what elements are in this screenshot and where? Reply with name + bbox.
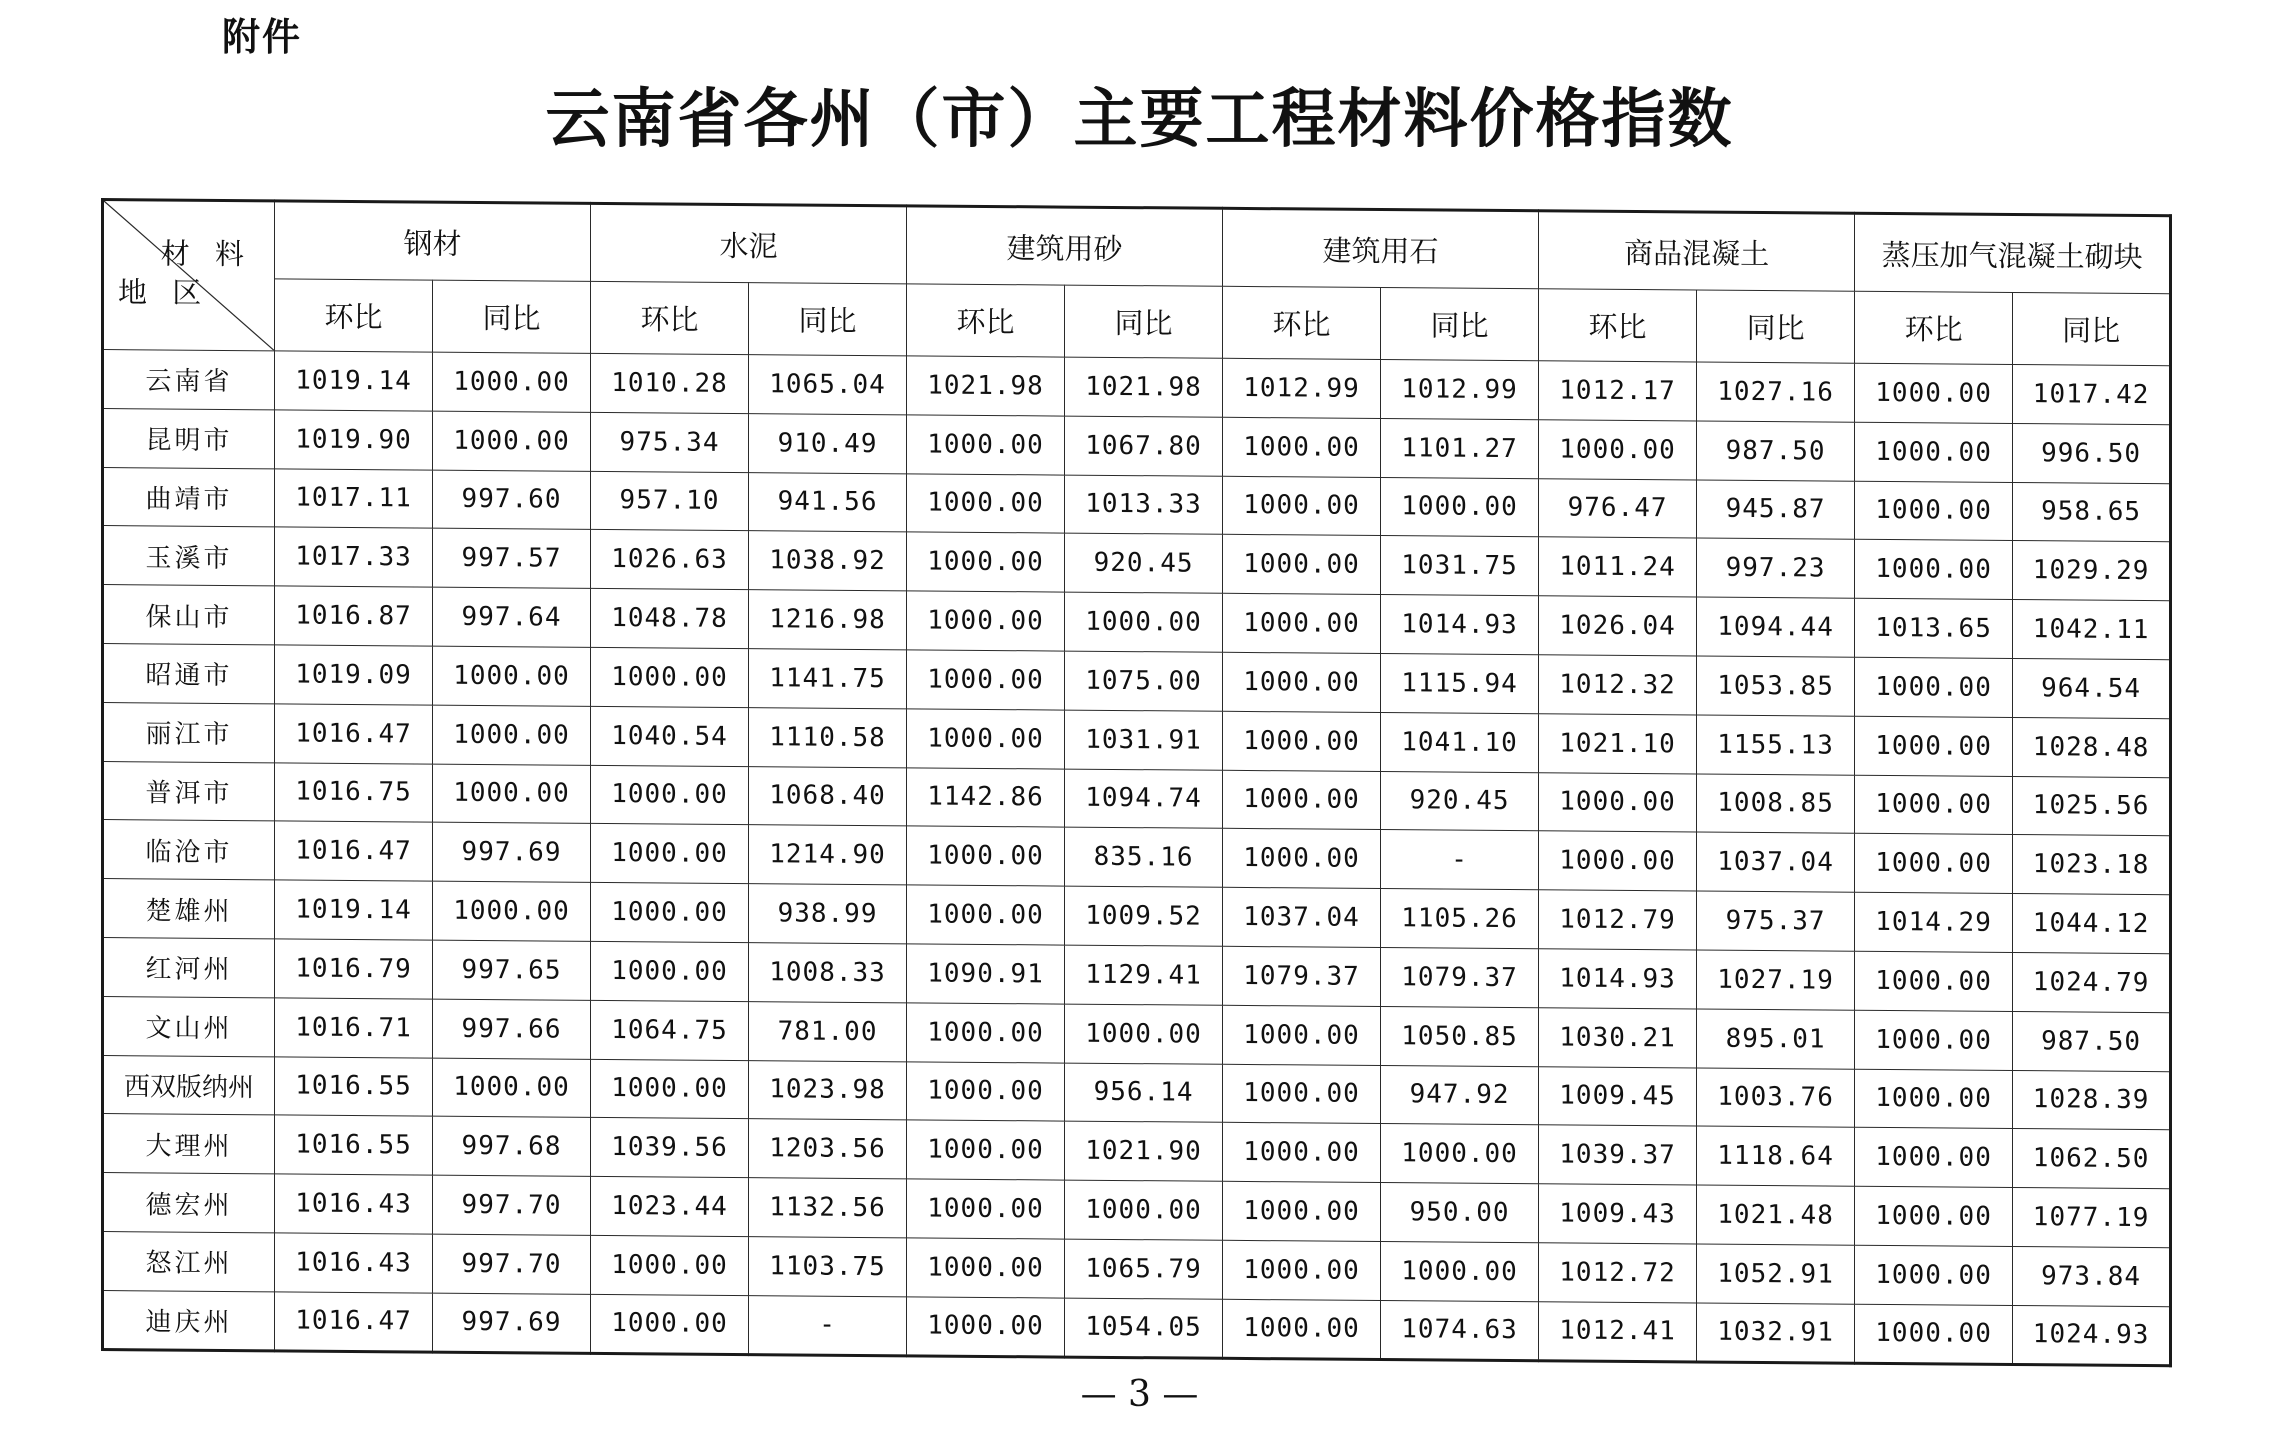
value-cell: 1000.00	[591, 941, 749, 1001]
mom-ratio-header: 环比	[275, 279, 433, 352]
value-cell: 1203.56	[749, 1119, 907, 1179]
value-cell: 1008.33	[749, 943, 907, 1003]
value-cell: 1090.91	[907, 944, 1065, 1004]
mom-ratio-header: 环比	[1539, 289, 1697, 362]
value-cell: 1141.75	[749, 649, 907, 709]
value-cell: 1017.33	[275, 527, 433, 587]
value-cell: 1000.00	[1855, 1186, 2013, 1246]
material-group-header: 商品混凝土	[1539, 211, 1855, 291]
material-group-header: 建筑用石	[1223, 208, 1539, 288]
value-cell: 1023.44	[591, 1177, 749, 1237]
value-cell: 1000.00	[1223, 417, 1381, 477]
region-cell: 大理州	[103, 1114, 275, 1174]
value-cell: 1009.52	[1065, 886, 1223, 946]
mom-ratio-header: 环比	[907, 284, 1065, 357]
value-cell: 1042.11	[2013, 600, 2171, 660]
value-cell: 1155.13	[1697, 715, 1855, 775]
value-cell: 1067.80	[1065, 416, 1223, 476]
value-cell: 997.70	[433, 1234, 591, 1294]
value-cell: 1031.91	[1065, 710, 1223, 770]
value-cell: 975.34	[591, 412, 749, 472]
value-cell: 1016.71	[275, 998, 433, 1058]
value-cell: 997.65	[433, 940, 591, 1000]
value-cell: 1103.75	[749, 1237, 907, 1297]
region-cell: 迪庆州	[103, 1290, 275, 1350]
value-cell: 1016.43	[275, 1174, 433, 1234]
value-cell: 1019.90	[275, 410, 433, 470]
yoy-ratio-header: 同比	[433, 280, 591, 353]
value-cell: 1014.93	[1539, 949, 1697, 1009]
value-cell: 1000.00	[907, 532, 1065, 592]
value-cell: 1000.00	[1223, 1064, 1381, 1124]
value-cell: 1000.00	[907, 709, 1065, 769]
value-cell: 1021.48	[1697, 1185, 1855, 1245]
value-cell: 976.47	[1539, 478, 1697, 538]
value-cell: 1000.00	[1381, 477, 1539, 537]
value-cell: 1030.21	[1539, 1008, 1697, 1068]
value-cell: 1216.98	[749, 590, 907, 650]
value-cell: 1132.56	[749, 1178, 907, 1238]
page-title: 云南省各州（市）主要工程材料价格指数	[545, 82, 1734, 157]
value-cell: 1017.42	[2013, 365, 2171, 425]
value-cell: 997.69	[433, 1293, 591, 1353]
value-cell: 1040.54	[591, 706, 749, 766]
value-cell: 1000.00	[591, 1235, 749, 1295]
value-cell: 1010.28	[591, 353, 749, 413]
value-cell: 1027.19	[1697, 950, 1855, 1010]
value-cell: 1000.00	[1223, 829, 1381, 889]
value-cell: 835.16	[1065, 827, 1223, 887]
value-cell: 1094.74	[1065, 769, 1223, 829]
value-cell: 1000.00	[591, 1059, 749, 1119]
region-cell: 昭通市	[103, 643, 275, 703]
value-cell: 1021.98	[1065, 357, 1223, 417]
value-cell: 1000.00	[907, 415, 1065, 475]
value-cell: 1031.75	[1381, 536, 1539, 596]
value-cell: 1000.00	[1539, 420, 1697, 480]
value-cell: 1041.10	[1381, 712, 1539, 772]
price-index-table-container	[101, 198, 2169, 1364]
value-cell: 950.00	[1381, 1183, 1539, 1243]
value-cell: 997.64	[433, 587, 591, 647]
value-cell: 1016.47	[275, 1292, 433, 1352]
value-cell: 1065.79	[1065, 1239, 1223, 1299]
value-cell: 1000.00	[1539, 772, 1697, 832]
region-cell: 曲靖市	[103, 467, 275, 527]
value-cell: 1077.19	[2013, 1188, 2171, 1248]
corner-region-label: 地 区	[118, 275, 210, 310]
region-cell: 玉溪市	[103, 526, 275, 586]
value-cell: 1019.14	[275, 880, 433, 940]
value-cell: 1029.29	[2013, 541, 2171, 601]
value-cell: 1118.64	[1697, 1126, 1855, 1186]
value-cell: 1129.41	[1065, 945, 1223, 1005]
mom-ratio-header: 环比	[591, 281, 749, 354]
value-cell: 1012.41	[1539, 1302, 1697, 1362]
region-cell: 普洱市	[103, 761, 275, 821]
value-cell: 997.70	[433, 1175, 591, 1235]
value-cell: 1000.00	[907, 1297, 1065, 1357]
value-cell: 1068.40	[749, 766, 907, 826]
material-group-header: 水泥	[591, 203, 907, 283]
value-cell: 1000.00	[1223, 476, 1381, 536]
value-cell: 1064.75	[591, 1000, 749, 1060]
value-cell: 1000.00	[1065, 1180, 1223, 1240]
yoy-ratio-header: 同比	[1381, 288, 1539, 361]
value-cell: 1000.00	[1065, 1004, 1223, 1064]
value-cell: 958.65	[2013, 482, 2171, 542]
value-cell: 1000.00	[433, 764, 591, 824]
yoy-ratio-header: 同比	[1065, 285, 1223, 358]
value-cell: 1000.00	[907, 1120, 1065, 1180]
value-cell: 1000.00	[907, 826, 1065, 886]
value-cell: 1115.94	[1381, 654, 1539, 714]
value-cell: 997.68	[433, 1116, 591, 1176]
value-cell: 1024.79	[2013, 952, 2171, 1012]
value-cell: 1012.99	[1223, 358, 1381, 418]
value-cell: 975.37	[1697, 891, 1855, 951]
value-cell: 1016.55	[275, 1115, 433, 1175]
value-cell: 1024.93	[2013, 1305, 2171, 1365]
value-cell: 1013.65	[1855, 598, 2013, 658]
value-cell: 1142.86	[907, 767, 1065, 827]
value-cell: 1000.00	[433, 1058, 591, 1118]
value-cell: 1000.00	[1223, 652, 1381, 712]
value-cell: 1039.56	[591, 1118, 749, 1178]
region-cell: 怒江州	[103, 1231, 275, 1291]
material-group-header: 建筑用砂	[907, 206, 1223, 286]
value-cell: 1003.76	[1697, 1068, 1855, 1128]
value-cell: 1019.09	[275, 645, 433, 705]
value-cell: 1074.63	[1381, 1300, 1539, 1360]
value-cell: 1000.00	[1223, 593, 1381, 653]
value-cell: 1009.43	[1539, 1184, 1697, 1244]
value-cell: 781.00	[749, 1001, 907, 1061]
value-cell: 1021.10	[1539, 714, 1697, 774]
value-cell: 1000.00	[907, 1238, 1065, 1298]
value-cell: 1079.37	[1223, 946, 1381, 1006]
value-cell: 1026.63	[591, 530, 749, 590]
value-cell: 1011.24	[1539, 537, 1697, 597]
value-cell: 1014.29	[1855, 892, 2013, 952]
value-cell: 1019.14	[275, 351, 433, 411]
value-cell: 1017.11	[275, 468, 433, 528]
value-cell: 987.50	[2013, 1011, 2171, 1071]
value-cell: 1000.00	[1223, 1181, 1381, 1241]
value-cell: 1009.45	[1539, 1066, 1697, 1126]
value-cell: 1028.39	[2013, 1070, 2171, 1130]
value-cell: 1039.37	[1539, 1125, 1697, 1185]
value-cell: 1000.00	[1855, 1069, 2013, 1129]
value-cell: 1000.00	[591, 1294, 749, 1354]
value-cell: 1000.00	[907, 473, 1065, 533]
value-cell: 1016.55	[275, 1056, 433, 1116]
value-cell: 996.50	[2013, 423, 2171, 483]
value-cell: 1000.00	[1855, 1010, 2013, 1070]
yoy-ratio-header: 同比	[749, 283, 907, 356]
value-cell: 1105.26	[1381, 889, 1539, 949]
value-cell: 920.45	[1065, 533, 1223, 593]
value-cell: 1016.75	[275, 762, 433, 822]
value-cell: 945.87	[1697, 480, 1855, 540]
region-cell: 云南省	[103, 350, 275, 410]
region-cell: 昆明市	[103, 408, 275, 468]
value-cell: 964.54	[2013, 658, 2171, 718]
value-cell: 1000.00	[591, 883, 749, 943]
value-cell: 997.69	[433, 822, 591, 882]
value-cell: 1000.00	[1855, 363, 2013, 423]
value-cell: 1016.43	[275, 1233, 433, 1293]
mom-ratio-header: 环比	[1223, 286, 1381, 359]
value-cell: 1075.00	[1065, 651, 1223, 711]
value-cell: 1054.05	[1065, 1298, 1223, 1358]
value-cell: 1000.00	[1855, 834, 2013, 894]
value-cell: 1000.00	[907, 1003, 1065, 1063]
value-cell: 1000.00	[433, 646, 591, 706]
value-cell: 1000.00	[1855, 1245, 2013, 1305]
value-cell: 1012.72	[1539, 1243, 1697, 1303]
value-cell: 1000.00	[1855, 481, 2013, 541]
value-cell: 1027.16	[1697, 362, 1855, 422]
value-cell: 1062.50	[2013, 1129, 2171, 1189]
value-cell: -	[749, 1295, 907, 1355]
value-cell: 987.50	[1697, 421, 1855, 481]
value-cell: 1032.91	[1697, 1303, 1855, 1363]
value-cell: 1000.00	[1855, 657, 2013, 717]
value-cell: 1023.98	[749, 1060, 907, 1120]
value-cell: 1000.00	[1223, 1123, 1381, 1183]
value-cell: 1000.00	[1223, 1299, 1381, 1359]
value-cell: 938.99	[749, 884, 907, 944]
value-cell: 1000.00	[1855, 716, 2013, 776]
value-cell: 1000.00	[907, 1061, 1065, 1121]
region-cell: 文山州	[103, 996, 275, 1056]
value-cell: 956.14	[1065, 1063, 1223, 1123]
value-cell: 1012.17	[1539, 361, 1697, 421]
material-group-header: 蒸压加气混凝土砌块	[1855, 213, 2171, 293]
yoy-ratio-header: 同比	[1697, 290, 1855, 363]
value-cell: 947.92	[1381, 1065, 1539, 1125]
value-cell: 1008.85	[1697, 774, 1855, 834]
region-cell: 红河州	[103, 937, 275, 997]
value-cell: 997.66	[433, 999, 591, 1059]
value-cell: 1025.56	[2013, 776, 2171, 836]
value-cell: 997.23	[1697, 538, 1855, 598]
value-cell: 1037.04	[1697, 832, 1855, 892]
region-cell: 楚雄州	[103, 879, 275, 939]
value-cell: 1000.00	[907, 885, 1065, 945]
value-cell: 1050.85	[1381, 1006, 1539, 1066]
value-cell: 1021.98	[907, 356, 1065, 416]
price-index-table	[101, 198, 2172, 1367]
value-cell: 1000.00	[433, 352, 591, 412]
value-cell: 1000.00	[1065, 592, 1223, 652]
value-cell: 997.60	[433, 470, 591, 530]
region-cell: 德宏州	[103, 1173, 275, 1233]
value-cell: 1026.04	[1539, 596, 1697, 656]
material-group-header: 钢材	[275, 201, 591, 281]
value-cell: -	[1381, 830, 1539, 890]
region-cell: 丽江市	[103, 702, 275, 762]
value-cell: 1110.58	[749, 707, 907, 767]
value-cell: 957.10	[591, 471, 749, 531]
value-cell: 997.57	[433, 528, 591, 588]
value-cell: 910.49	[749, 413, 907, 473]
value-cell: 1000.00	[1223, 1005, 1381, 1065]
value-cell: 1000.00	[907, 1179, 1065, 1239]
region-cell: 临沧市	[103, 820, 275, 880]
table-body	[103, 350, 2171, 1366]
value-cell: 1000.00	[1855, 1304, 2013, 1364]
value-cell: 1016.87	[275, 586, 433, 646]
value-cell: 1079.37	[1381, 948, 1539, 1008]
value-cell: 1044.12	[2013, 894, 2171, 954]
corner-material-label: 材 料	[160, 236, 252, 272]
value-cell: 1021.90	[1065, 1121, 1223, 1181]
value-cell: 1000.00	[1381, 1242, 1539, 1302]
value-cell: 1000.00	[1855, 1128, 2013, 1188]
value-cell: 1000.00	[1855, 540, 2013, 600]
value-cell: 1000.00	[907, 650, 1065, 710]
value-cell: 1000.00	[591, 765, 749, 825]
value-cell: 1101.27	[1381, 418, 1539, 478]
value-cell: 1014.93	[1381, 595, 1539, 655]
mom-ratio-header: 环比	[1855, 291, 2013, 364]
value-cell: 1023.18	[2013, 835, 2171, 895]
corner-header-cell	[103, 200, 275, 351]
value-cell: 1000.00	[433, 881, 591, 941]
value-cell: 1065.04	[749, 355, 907, 415]
value-cell: 1037.04	[1223, 887, 1381, 947]
value-cell: 1038.92	[749, 531, 907, 591]
value-cell: 1000.00	[1223, 535, 1381, 595]
value-cell: 941.56	[749, 472, 907, 532]
page-number: — 3 —	[1080, 1374, 1199, 1415]
value-cell: 1012.79	[1539, 890, 1697, 950]
value-cell: 1053.85	[1697, 656, 1855, 716]
value-cell: 1000.00	[907, 591, 1065, 651]
value-cell: 1000.00	[433, 705, 591, 765]
value-cell: 1000.00	[1855, 951, 2013, 1011]
value-cell: 895.01	[1697, 1009, 1855, 1069]
value-cell: 1000.00	[1381, 1124, 1539, 1184]
value-cell: 1000.00	[1855, 422, 2013, 482]
value-cell: 920.45	[1381, 771, 1539, 831]
yoy-ratio-header: 同比	[2013, 293, 2171, 366]
value-cell: 1000.00	[591, 824, 749, 884]
value-cell: 973.84	[2013, 1246, 2171, 1306]
value-cell: 1016.47	[275, 704, 433, 764]
value-cell: 1000.00	[433, 411, 591, 471]
value-cell: 1000.00	[1855, 775, 2013, 835]
value-cell: 1052.91	[1697, 1244, 1855, 1304]
value-cell: 1016.47	[275, 821, 433, 881]
value-cell: 1028.48	[2013, 717, 2171, 777]
value-cell: 1214.90	[749, 825, 907, 885]
value-cell: 1012.32	[1539, 655, 1697, 715]
value-cell: 1048.78	[591, 589, 749, 649]
value-cell: 1000.00	[1223, 770, 1381, 830]
value-cell: 1000.00	[591, 647, 749, 707]
value-cell: 1016.79	[275, 939, 433, 999]
value-cell: 1094.44	[1697, 597, 1855, 657]
region-cell: 西双版纳州	[103, 1055, 275, 1115]
attachment-label: 附件	[222, 15, 303, 59]
value-cell: 1013.33	[1065, 475, 1223, 535]
value-cell: 1000.00	[1223, 1240, 1381, 1300]
value-cell: 1000.00	[1223, 711, 1381, 771]
value-cell: 1000.00	[1539, 831, 1697, 891]
region-cell: 保山市	[103, 585, 275, 645]
value-cell: 1012.99	[1381, 360, 1539, 420]
